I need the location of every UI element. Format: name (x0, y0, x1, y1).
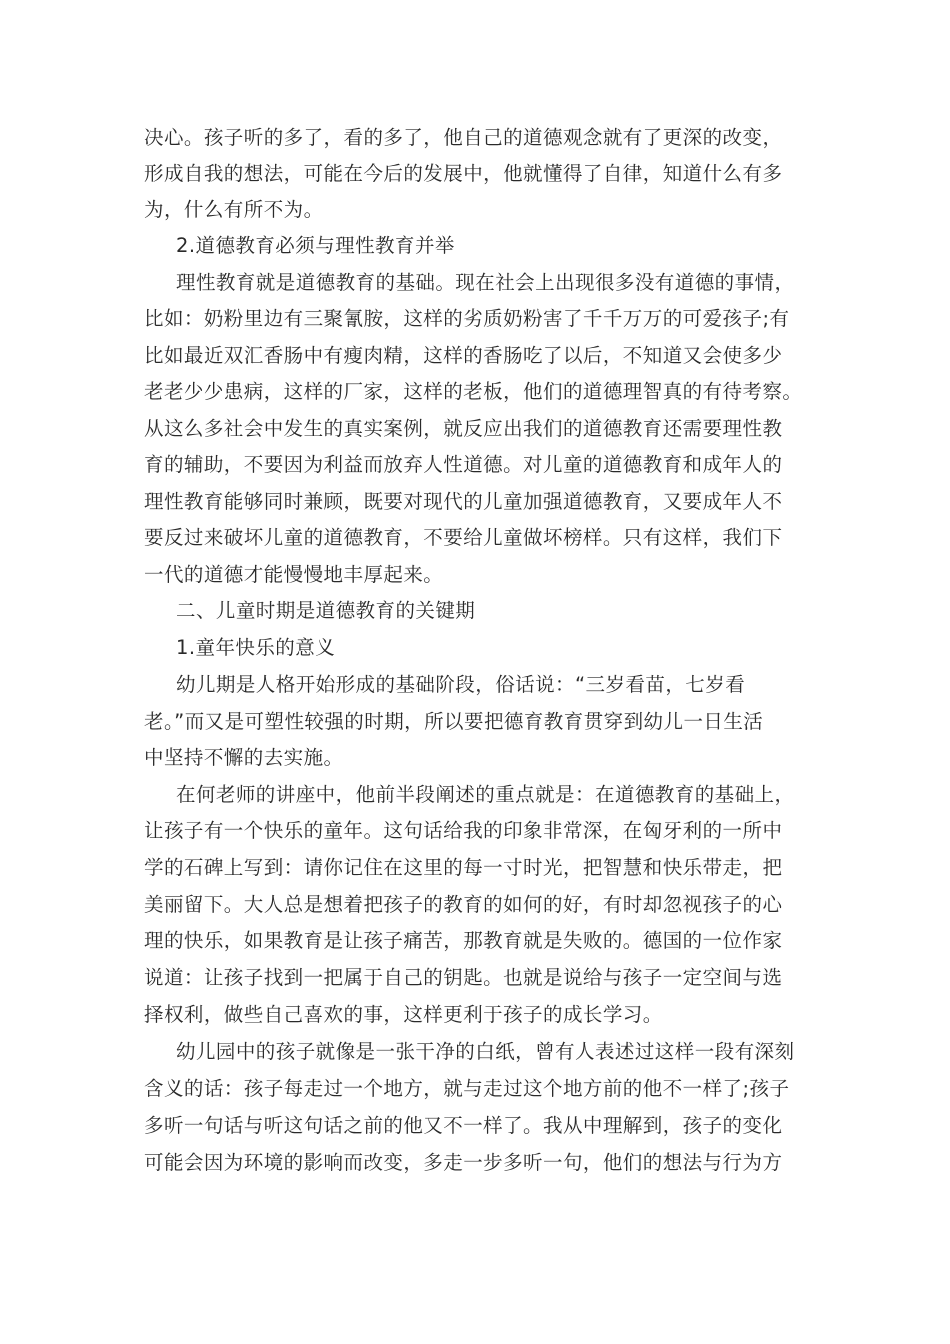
section-subheading: 1.童年快乐的意义 (176, 636, 336, 659)
paragraph-first-line: 幼儿期是人格开始形成的基础阶段，俗话说：“三岁看苗，七岁看 (176, 673, 746, 696)
paragraph-first-line: 幼儿园中的孩子就像是一张干净的白纸，曾有人表述过这样一段有深刻 (176, 1040, 795, 1063)
section-subheading: 2.道德教育必须与理性教育并举 (176, 234, 455, 257)
text-line: 比如：奶粉里边有三聚氰胺，这样的劣质奶粉害了千千万万的可爱孩子;有 (144, 307, 790, 330)
section-heading: 二、儿童时期是道德教育的关键期 (176, 599, 476, 622)
text-line: 可能会因为环境的影响而改变，多走一步多听一句，他们的想法与行为方 (144, 1151, 783, 1174)
text-line: 美丽留下。大人总是想着把孩子的教育的如何的好，有时却忽视孩子的心 (144, 893, 783, 916)
text-line: 从这么多社会中发生的真实案例，就反应出我们的道德教育还需要理性教 (144, 417, 783, 440)
text-line: 比如最近双汇香肠中有瘦肉精，这样的香肠吃了以后，不知道又会使多少 (144, 344, 783, 367)
text-line: 要反过来破坏儿童的道德教育，不要给儿童做坏榜样。只有这样，我们下 (144, 526, 783, 549)
text-line: 一代的道德才能慢慢地丰厚起来。 (144, 563, 444, 586)
text-line: 形成自我的想法，可能在今后的发展中，他就懂得了自律，知道什么有多 (144, 162, 783, 185)
paragraph-first-line: 在何老师的讲座中，他前半段阐述的重点就是：在道德教育的基础上， (176, 783, 795, 806)
paragraph-first-line: 理性教育就是道德教育的基础。现在社会上出现很多没有道德的事情， (176, 271, 795, 294)
text-line: 育的辅助，不要因为利益而放弃人性道德。对儿童的道德教育和成年人的 (144, 453, 783, 476)
text-line: 理的快乐，如果教育是让孩子痛苦，那教育就是失败的。德国的一位作家 (144, 929, 783, 952)
text-line: 多听一句话与听这句话之前的他又不一样了。我从中理解到，孩子的变化 (144, 1114, 783, 1137)
text-line: 决心。孩子听的多了，看的多了，他自己的道德观念就有了更深的改变， (144, 126, 783, 149)
text-line: 中坚持不懈的去实施。 (144, 746, 344, 769)
text-line: 说道：让孩子找到一把属于自己的钥匙。也就是说给与孩子一定空间与选 (144, 966, 783, 989)
text-line: 学的石碑上写到：请你记住在这里的每一寸时光，把智慧和快乐带走，把 (144, 856, 783, 879)
text-line: 理性教育能够同时兼顾，既要对现代的儿童加强道德教育，又要成年人不 (144, 490, 783, 513)
text-line: 含义的话：孩子每走过一个地方，就与走过这个地方前的他不一样了;孩子 (144, 1077, 790, 1100)
text-line: 让孩子有一个快乐的童年。这句话给我的印象非常深，在匈牙利的一所中 (144, 819, 783, 842)
text-line: 老。”而又是可塑性较强的时期，所以要把德育教育贯穿到幼儿一日生活 (144, 710, 764, 733)
text-line: 为，什么有所不为。 (144, 198, 324, 221)
text-line: 择权利，做些自己喜欢的事，这样更利于孩子的成长学习。 (144, 1003, 663, 1026)
text-line: 老老少少患病，这样的厂家，这样的老板，他们的道德理智真的有待考察。 (144, 380, 803, 403)
